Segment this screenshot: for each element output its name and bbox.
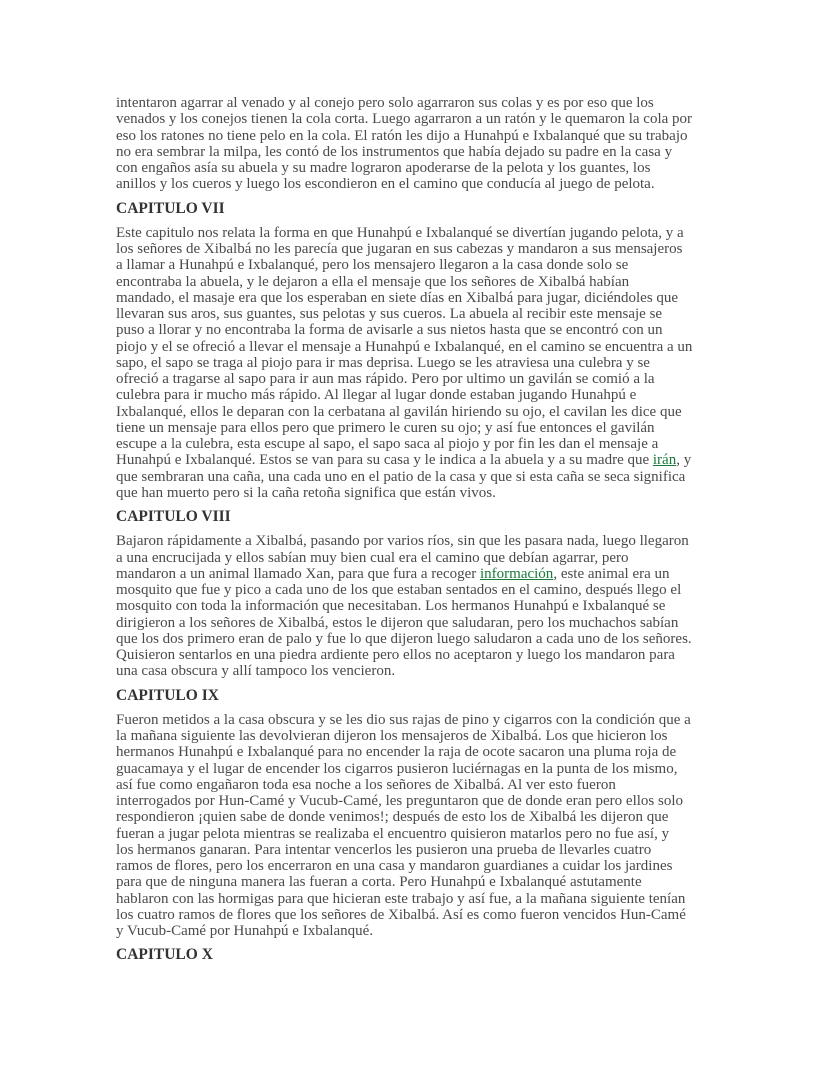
text-line: con engaños asía su abuela y su madre lograron apoderarse de la pelota y los guantes, los (116, 160, 651, 176)
text-line: no era sembrar la milpa, les contó de los instrumentos que había dejado su padre en la casa y (116, 143, 673, 160)
text-line: y Vucub-Camé por Hunahpú e Ixbalanqué. (116, 923, 374, 939)
text-line: a llamar a Hunahpú e Ixbalanqué, pero los mensajero llegaron a la casa donde solo se (116, 257, 629, 274)
text-line: Quisieron sentarlos en una piedra ardiente pero ellos no aceptaron y luego los mandaron para (116, 647, 675, 663)
paragraph (116, 712, 736, 940)
text-segment: , este animal era un (553, 565, 670, 582)
text-line: fueran a jugar pelota mientras se realizaba el encuentro quisieron matarlos pero no fue así, y (116, 825, 670, 842)
text-line: que han muerto pero si la caña retoña significa que están vivos. (116, 484, 496, 501)
text-line: llevaran sus aros, sus guantes, sus pelotas y sus cueros. La abuela al recibir este mensaje se (116, 306, 663, 322)
text-line: eso los ratones no tiene pelo en la cola. El ratón les dijo a Hunahpú e Ixbalanqué que su trabajo (116, 127, 688, 144)
chapter-heading: CAPITULO X (116, 946, 213, 964)
text-line: ramos de flores, pero los encerraron en una casa y mandaron guardianes a cuidar los jardines (116, 858, 673, 874)
text-line: sapo, el sapo se traga al piojo para ir mas deprisa. Luego se les atraviesa una culebra y se (116, 354, 650, 371)
text-line: la mañana siguiente las devolvieran dijeron los mensajeros de Xibalbá. Los que hicieron los (116, 728, 668, 744)
text-line: hablaron con las hormigas para que hicieran este trabajo y así fue, a la mañana siguiente tenían (116, 890, 686, 907)
text-line: los cuatro ramos de flores que los señores de Xibalbá. Así es como fueron vencidos Hun-Camé (116, 906, 686, 923)
text-line (116, 566, 736, 582)
text-line: piojo y el se ofreció a llevar el mensaje a Hunahpú e Ixbalanqué, en el camino se encuentra a un (116, 338, 693, 355)
text-line: a una encrucijada y ellos sabían muy bien cual era el camino que debían agarrar, pero (116, 549, 629, 566)
text-line: para que de ninguna manera las fueran a corta. Pero Hunahpú e Ixbalanqué astutamente (116, 874, 642, 891)
text-line: así fue como engañaron toda esa noche a los señores de Xibalbá. Al ver esto fueron (116, 776, 616, 793)
chapter-heading: CAPITULO IX (116, 686, 219, 704)
text-line: que sembraran una caña, una cada uno en el patio de la casa y que si esta caña se seca significa (116, 468, 686, 485)
text-line: Este capitulo nos relata la forma en que Hunahpú e Ixbalanqué se divertían jugando pelota, y a (116, 224, 684, 241)
text-line: mosquito que fue y pico a cada uno de los que estaban sentados en el camino, después llego el (116, 582, 682, 598)
paragraph (116, 225, 736, 501)
text-line: Fueron metidos a la casa obscura y se les dio sus rajas de pino y cigarros con la condición que a (116, 711, 691, 728)
text-line: los señores de Xibalbá no les parecía que jugaran en sus cabezas y mandaron a sus mensajeros (116, 241, 683, 257)
text-line: que los dos primero eran de palo y fue lo que dijeron luego saludaron a cada uno de los señores. (116, 630, 692, 647)
paragraph (116, 95, 736, 193)
text-line: ofreció a tragarse al sapo para ir aun mas rápido. Pero por ultimo un gavilán se comió a la (116, 371, 655, 387)
text-line: respondieron ¡quien sabe de donde venimos!; después de esto los de Xibalbá les dijeron que (116, 809, 669, 826)
text-line: Bajaron rápidamente a Xibalbá, pasando por varios ríos, sin que les pasara nada, luego llegaron (116, 533, 689, 550)
text-line: Ixbalanqué, ellos le deparan con la cerbatana al gavilán hiriendo su ojo, el cavilan les dice que (116, 403, 682, 420)
text-line: intentaron agarrar al venado y al conejo pero solo agarraron sus colas y es por eso que los (116, 95, 654, 111)
text-line: mandado, el masaje era que los esperaban en siete días en Xibalbá para jugar, diciéndoles que (116, 289, 679, 306)
text-segment: , y (676, 452, 692, 469)
text-line: puso a llorar y no encontraba la forma de avisarle a sus nietos hasta que se encontró con un (116, 322, 663, 339)
text-line: hermanos Hunahpú e Ixbalanqué para no encender la raja de ocote sacaron una pluma roja de (116, 744, 677, 761)
paragraph (116, 533, 736, 679)
text-segment: Hunahpú e Ixbalanqué. Estos se van para su casa y le indica a la abuela y a su madre que (116, 452, 653, 469)
chapter-heading: CAPITULO VIII (116, 508, 231, 525)
text-line (116, 452, 736, 468)
text-line: encontraba la abuela, y le dejaron a ella el mensaje que los señores de Xibalbá habían (116, 273, 630, 290)
text-line: los hermanos ganaran. Para intentar vencerlos les pusieron una prueba de llevarles cuatro (116, 841, 652, 858)
text-line: culebra para ir mucho más rápido. Al llegar al lugar donde estaban jugando Hunahpú e (116, 387, 637, 404)
text-line: guacamaya y el lugar de encender los cigarros pusieron luciérnagas en la punta de los mismo, (116, 760, 678, 777)
text-line: escupe a la culebra, esta escupe al sapo, el sapo saca al piojo y por fin les dan el mensaje a (116, 436, 659, 452)
text-line: venados y los conejos tienen la cola corta. Luego agarraron a un ratón y le quemaron la cola por (116, 111, 693, 128)
text-line: mosquito con toda la información que necesitaban. Los hermanos Hunahpú e Ixbalanqué se (116, 598, 666, 615)
text-line: interrogados por Hun-Camé y Vucub-Camé, les preguntaron que de donde eran pero ellos solo (116, 793, 683, 809)
hyperlink[interactable]: información (480, 565, 554, 582)
document-page (116, 95, 736, 972)
chapter-heading: CAPITULO VII (116, 199, 225, 217)
text-segment: mandaron a un animal llamado Xan, para que fura a recoger (116, 565, 480, 582)
text-line: tiene un mensaje para ellos pero que primero le curen su ojo; y así fue entonces el gavilán (116, 419, 655, 436)
hyperlink[interactable]: irán (652, 452, 677, 469)
text-line: dirigieron a los señores de Xibalbá, estos le dijeron que saludaran, pero los muchachos sabían (116, 614, 679, 631)
text-line: una casa obscura y allí tampoco los vencieron. (116, 663, 396, 680)
text-line: anillos y los cueros y luego los escondieron en el camino que conducía al juego de pelota. (116, 176, 655, 193)
